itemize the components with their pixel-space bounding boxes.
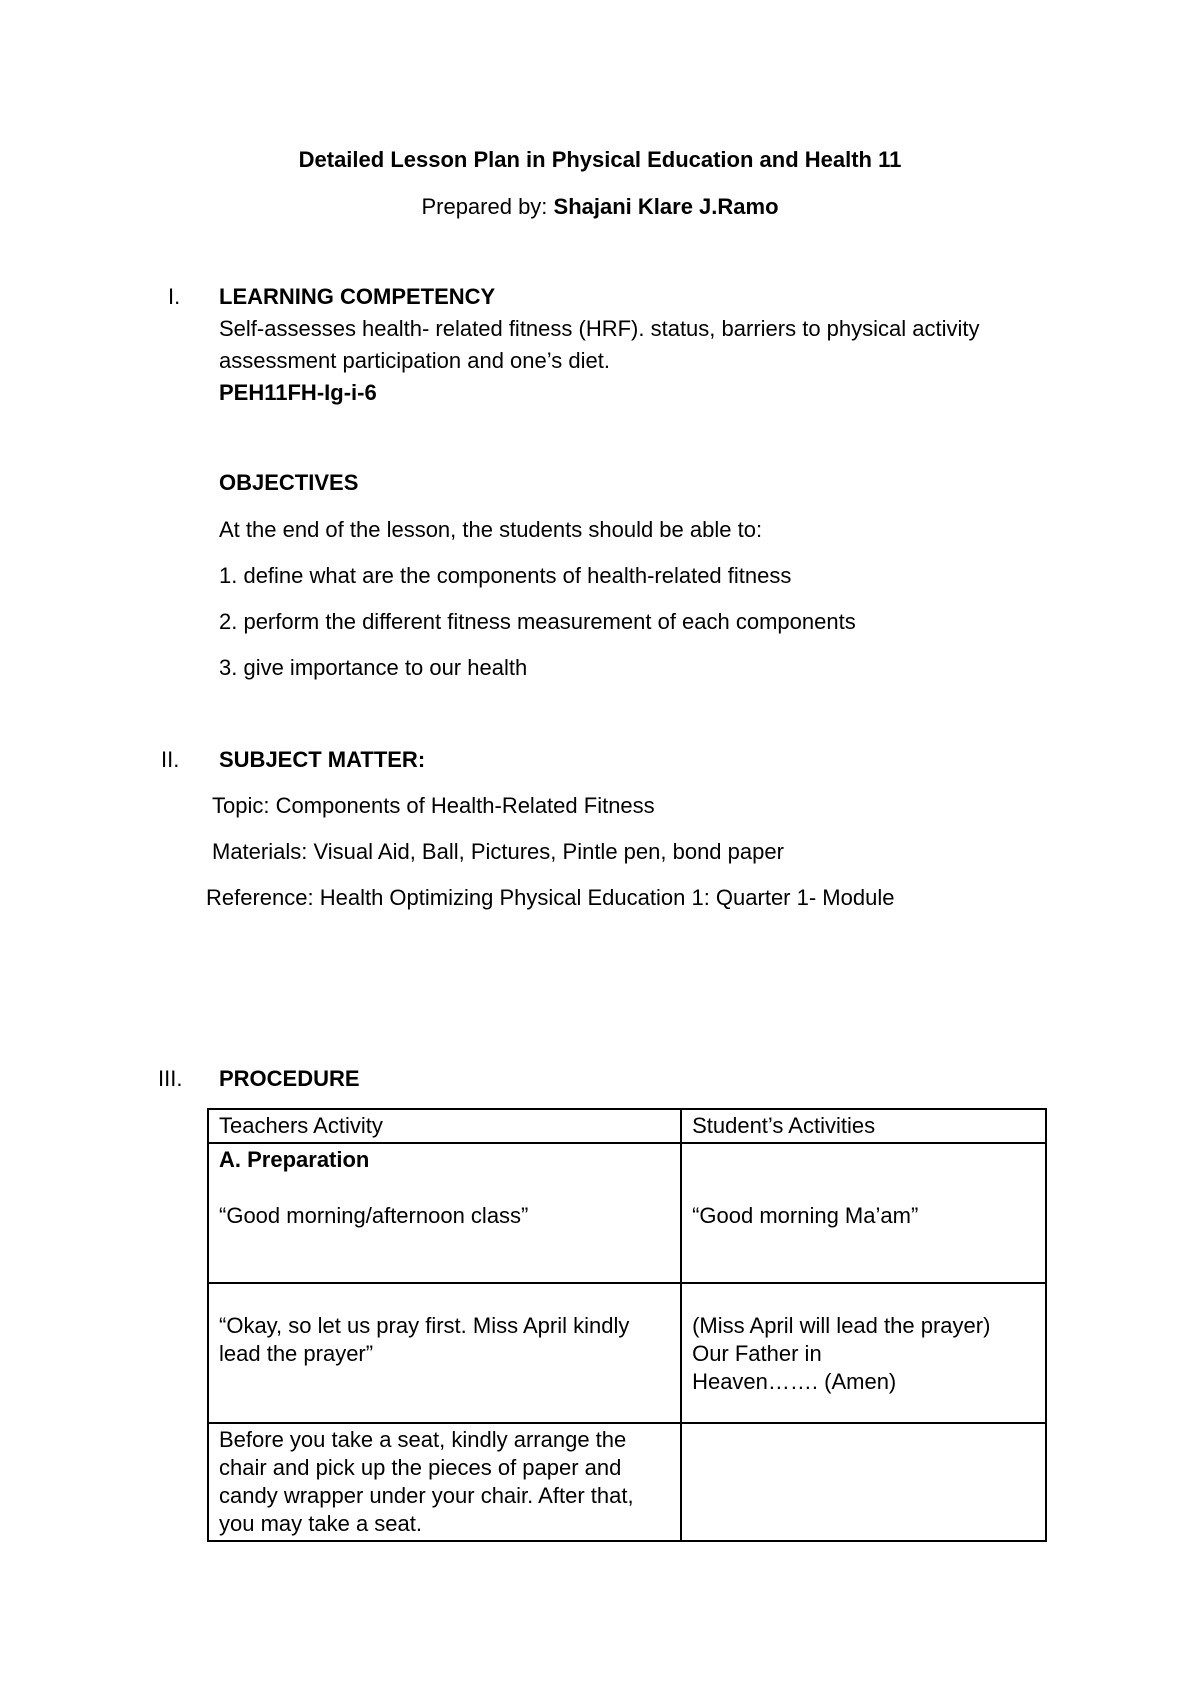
procedure-table	[207, 1108, 1047, 1542]
teacher-prayer: “Okay, so let us pray first. Miss April kindly lead the prayer”	[219, 1313, 630, 1366]
subject-materials: Materials: Visual Aid, Ball, Pictures, Pintle pen, bond paper	[212, 839, 784, 864]
table-row	[208, 1283, 1046, 1423]
table-header-row	[208, 1109, 1046, 1143]
document-title: Detailed Lesson Plan in Physical Education and Health 11	[298, 147, 902, 172]
student-greeting: “Good morning Ma’am”	[692, 1203, 919, 1228]
preparation-heading: A. Preparation	[219, 1147, 370, 1172]
teacher-cell	[208, 1423, 681, 1541]
table-row	[208, 1423, 1046, 1541]
student-cell	[681, 1143, 1046, 1283]
objectives-intro: At the end of the lesson, the students should be able to:	[219, 517, 763, 542]
student-prayer-line-1: (Miss April will lead the prayer)	[692, 1313, 991, 1338]
prepared-by-label: Prepared by:	[421, 194, 548, 219]
section-1-heading: LEARNING COMPETENCY	[219, 284, 496, 309]
subject-topic: Topic: Components of Health-Related Fitness	[212, 793, 655, 818]
competency-line-1: Self-assesses health- related fitness (HRF). status, barriers to physical activity	[219, 316, 980, 341]
header-teachers-activity: Teachers Activity	[208, 1109, 681, 1143]
prepared-by	[0, 194, 1200, 220]
section-2-heading: SUBJECT MATTER:	[219, 747, 426, 772]
section-3-number: III.	[158, 1066, 183, 1091]
subject-reference: Reference: Health Optimizing Physical Education 1: Quarter 1- Module	[206, 885, 895, 910]
teacher-greeting: “Good morning/afternoon class”	[219, 1203, 529, 1228]
teacher-seat-instructions: Before you take a seat, kindly arrange the chair and pick up the pieces of paper and candy wrapper under your chair. After that, you may take a seat.	[219, 1427, 634, 1536]
header-students-activities: Student’s Activities	[681, 1109, 1046, 1143]
objective-item-1: 1. define what are the components of health-related fitness	[219, 563, 792, 588]
prepared-by-name: Shajani Klare J.Ramo	[553, 194, 779, 219]
objective-item-2: 2. perform the different fitness measurement of each components	[219, 609, 856, 634]
section-1-number: I.	[168, 284, 181, 309]
table-row	[208, 1143, 1046, 1283]
teacher-cell	[208, 1283, 681, 1423]
student-cell	[681, 1423, 1046, 1541]
objectives-heading: OBJECTIVES	[219, 470, 359, 495]
objective-item-3: 3. give importance to our health	[219, 655, 528, 680]
teacher-cell	[208, 1143, 681, 1283]
section-2-number: II.	[161, 747, 180, 772]
competency-code: PEH11FH-Ig-i-6	[219, 380, 377, 405]
student-cell	[681, 1283, 1046, 1423]
section-3-heading: PROCEDURE	[219, 1066, 360, 1091]
student-prayer-line-3: Heaven……. (Amen)	[692, 1369, 897, 1394]
student-prayer-line-2: Our Father in	[692, 1341, 822, 1366]
competency-line-2: assessment participation and one’s diet.	[219, 348, 610, 373]
